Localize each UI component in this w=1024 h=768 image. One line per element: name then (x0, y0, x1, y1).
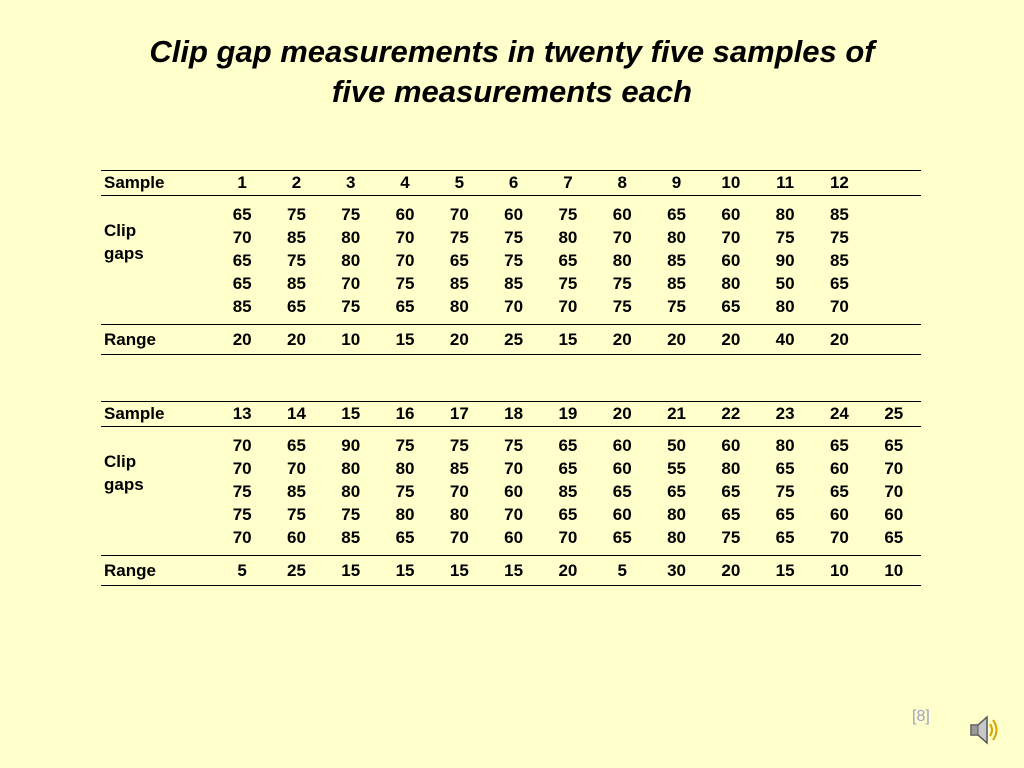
clip-gap-value: 70 (232, 459, 252, 478)
clip-gap-value: 70 (884, 459, 904, 478)
clip-gap-value: 80 (612, 251, 632, 270)
sample-number: 2 (269, 171, 323, 196)
clip-gap-value: 75 (829, 228, 849, 247)
clip-gap-value: 75 (667, 297, 686, 316)
slide-title-line-2: five measurements each (331, 74, 693, 109)
clip-gap-column (812, 196, 866, 325)
sample-number: 22 (704, 402, 758, 427)
clip-gaps-row (101, 196, 921, 325)
clip-gap-value: 65 (829, 436, 849, 455)
clip-gap-column (867, 196, 921, 325)
range-value: 15 (432, 556, 486, 586)
clip-gap-value: 65 (558, 436, 578, 455)
range-value: 20 (704, 556, 758, 586)
clip-gap-value: 75 (721, 528, 741, 547)
clip-gap-value: 75 (395, 436, 415, 455)
clip-gap-column (867, 427, 921, 556)
clip-gap-value: 60 (504, 482, 524, 501)
clip-gap-value: 70 (395, 251, 415, 270)
clip-gap-value: 65 (232, 251, 252, 270)
clip-gap-value: 75 (286, 205, 306, 224)
clip-gap-value: 80 (341, 228, 361, 247)
range-value: 15 (486, 556, 540, 586)
clip-gap-column (269, 427, 323, 556)
clip-gap-column (324, 427, 378, 556)
clip-gap-value: 80 (341, 251, 361, 270)
clip-gap-value: 75 (775, 482, 795, 501)
range-value: 15 (324, 556, 378, 586)
clip-gap-value: 85 (286, 228, 306, 247)
clip-gap-column (486, 427, 540, 556)
clip-gap-column (432, 196, 486, 325)
clip-gap-value: 70 (558, 528, 578, 547)
clip-gap-value: 60 (612, 505, 632, 524)
clip-gap-value: 85 (286, 274, 306, 293)
clip-gaps-row (101, 427, 921, 556)
clip-gap-value: 75 (504, 228, 524, 247)
clip-gap-value: 65 (449, 251, 469, 270)
sample-number: 8 (595, 171, 649, 196)
clip-gap-value: 60 (612, 459, 632, 478)
clip-gap-value: 60 (884, 505, 904, 524)
clip-gap-value: 55 (667, 459, 686, 478)
clip-gap-value: 85 (504, 274, 524, 293)
clip-gap-value: 80 (667, 505, 686, 524)
clip-gap-value: 60 (504, 205, 524, 224)
sample-number: 4 (378, 171, 432, 196)
clip-gap-value: 75 (341, 505, 361, 524)
clip-gap-value: 75 (341, 205, 361, 224)
clip-gap-value: 75 (449, 228, 469, 247)
clip-gap-value: 70 (829, 297, 849, 316)
clip-gaps-label-line-2: gaps (104, 244, 144, 263)
clip-gap-column (758, 196, 812, 325)
clip-gap-column (595, 427, 649, 556)
range-label: Range (101, 556, 215, 586)
clip-gap-value: 70 (504, 297, 524, 316)
clip-gap-column (649, 427, 703, 556)
clip-gap-value: 85 (558, 482, 578, 501)
clip-gap-value: 65 (721, 482, 741, 501)
clip-gap-value: 75 (612, 297, 632, 316)
sample-number (867, 171, 921, 196)
clip-gaps-label (101, 427, 215, 556)
clip-gap-value: 80 (558, 228, 578, 247)
range-value: 40 (758, 325, 812, 355)
sample-number: 11 (758, 171, 812, 196)
clip-gap-value: 85 (449, 274, 469, 293)
clip-gap-value: 70 (286, 459, 306, 478)
clip-gap-value: 65 (558, 505, 578, 524)
clip-gap-value: 60 (612, 205, 632, 224)
clip-gap-value: 85 (232, 297, 252, 316)
range-value: 15 (758, 556, 812, 586)
clip-gap-value: 70 (232, 436, 252, 455)
range-value: 30 (649, 556, 703, 586)
clip-gap-value: 75 (395, 482, 415, 501)
clip-gap-value: 85 (667, 274, 686, 293)
clip-gap-column (215, 196, 269, 325)
range-row (101, 325, 921, 355)
clip-gap-value: 65 (775, 528, 795, 547)
clip-gap-column (704, 427, 758, 556)
sample-number: 16 (378, 402, 432, 427)
clip-gap-value: 65 (558, 459, 578, 478)
sample-label: Sample (101, 171, 215, 196)
clip-gap-value: 85 (449, 459, 469, 478)
clip-gap-value: 70 (504, 505, 524, 524)
clip-gap-value: 80 (341, 482, 361, 501)
clip-gap-value: 85 (667, 251, 686, 270)
clip-gap-value (867, 203, 921, 226)
clip-gap-value: 65 (721, 297, 741, 316)
clip-gap-value: 80 (775, 297, 795, 316)
range-row (101, 556, 921, 586)
range-value: 20 (649, 325, 703, 355)
clip-gap-value: 75 (232, 482, 252, 501)
clip-gap-column (215, 427, 269, 556)
clip-gap-value: 75 (286, 251, 306, 270)
clip-gap-column (269, 196, 323, 325)
clip-gap-value: 60 (721, 251, 741, 270)
clip-gap-value: 75 (558, 205, 578, 224)
clip-gap-value: 65 (775, 459, 795, 478)
clip-gap-value: 65 (884, 436, 904, 455)
clip-gap-value: 70 (232, 228, 252, 247)
slide-title (0, 32, 1024, 112)
clip-gap-value: 60 (504, 528, 524, 547)
clip-gap-value: 75 (232, 505, 252, 524)
sample-number: 19 (541, 402, 595, 427)
clip-gap-value: 80 (667, 528, 686, 547)
clip-gap-value: 65 (667, 205, 686, 224)
clip-gaps-label-line-1: Clip (104, 452, 137, 471)
clip-gap-column (432, 427, 486, 556)
clip-gap-column (378, 196, 432, 325)
clip-gap-value: 65 (286, 297, 306, 316)
clip-gap-column (541, 427, 595, 556)
clip-gap-value: 65 (612, 482, 632, 501)
sample-number: 24 (812, 402, 866, 427)
clip-gap-value: 80 (721, 274, 741, 293)
clip-gap-value (867, 295, 921, 318)
sample-number: 18 (486, 402, 540, 427)
clip-gap-column (649, 196, 703, 325)
sample-number: 5 (432, 171, 486, 196)
range-value: 20 (812, 325, 866, 355)
clip-gap-value: 70 (829, 528, 849, 547)
range-value: 20 (269, 325, 323, 355)
speaker-icon-graphic (967, 713, 1001, 747)
clip-gaps-label-line-1: Clip (104, 221, 137, 240)
sample-row (101, 171, 921, 196)
clip-gap-value: 60 (395, 205, 415, 224)
clip-gap-value: 60 (721, 205, 741, 224)
clip-gap-value: 60 (829, 459, 849, 478)
clip-gap-value: 65 (286, 436, 306, 455)
clip-gap-value: 75 (449, 436, 469, 455)
clip-gap-value (867, 249, 921, 272)
clip-gap-column (324, 196, 378, 325)
clip-gap-value: 70 (341, 274, 361, 293)
page-number: [8] (912, 708, 930, 725)
clip-gap-value (867, 272, 921, 295)
clip-gap-value: 75 (341, 297, 361, 316)
clip-gap-value: 75 (558, 274, 578, 293)
clip-gap-value: 60 (721, 436, 741, 455)
clip-gap-value: 65 (829, 274, 849, 293)
clip-gap-column (704, 196, 758, 325)
clip-gap-value: 65 (232, 274, 252, 293)
clip-gap-column (541, 196, 595, 325)
clip-gap-column (758, 427, 812, 556)
measurements-table-2 (101, 401, 921, 586)
clip-gap-value (867, 226, 921, 249)
sample-label: Sample (101, 402, 215, 427)
clip-gap-value: 60 (829, 505, 849, 524)
sample-number: 20 (595, 402, 649, 427)
clip-gap-value: 50 (775, 274, 795, 293)
sample-number: 3 (324, 171, 378, 196)
clip-gap-value: 75 (286, 505, 306, 524)
clip-gap-value: 60 (612, 436, 632, 455)
slide-title-line-1: Clip gap measurements in twenty five samples of (149, 34, 875, 69)
sample-number: 12 (812, 171, 866, 196)
clip-gap-value: 65 (775, 505, 795, 524)
clip-gap-column (378, 427, 432, 556)
clip-gap-column (812, 427, 866, 556)
clip-gap-value: 80 (395, 505, 415, 524)
clip-gap-value: 50 (667, 436, 686, 455)
sample-number: 21 (649, 402, 703, 427)
clip-gap-value: 75 (395, 274, 415, 293)
sample-number: 23 (758, 402, 812, 427)
clip-gap-value: 65 (395, 297, 415, 316)
clip-gap-value: 80 (775, 436, 795, 455)
range-value: 20 (704, 325, 758, 355)
range-value: 25 (486, 325, 540, 355)
range-value: 20 (215, 325, 269, 355)
clip-gap-value: 75 (504, 251, 524, 270)
clip-gap-value: 70 (558, 297, 578, 316)
clip-gaps-label (101, 196, 215, 325)
clip-gap-value: 70 (232, 528, 252, 547)
clip-gap-value: 80 (667, 228, 686, 247)
sample-row (101, 402, 921, 427)
range-value: 20 (432, 325, 486, 355)
clip-gap-value: 80 (721, 459, 741, 478)
range-value: 15 (541, 325, 595, 355)
clip-gap-value: 70 (884, 482, 904, 501)
clip-gap-value: 80 (775, 205, 795, 224)
clip-gap-value: 80 (449, 505, 469, 524)
clip-gap-column (486, 196, 540, 325)
clip-gaps-label-line-2: gaps (104, 475, 144, 494)
clip-gap-value: 70 (449, 528, 469, 547)
clip-gap-value: 65 (884, 528, 904, 547)
measurements-table-1 (101, 170, 921, 355)
sample-number: 25 (867, 402, 921, 427)
clip-gap-value: 85 (286, 482, 306, 501)
clip-gap-value: 75 (775, 228, 795, 247)
speaker-icon[interactable] (967, 713, 1001, 747)
sample-number: 17 (432, 402, 486, 427)
sample-number: 7 (541, 171, 595, 196)
sample-number: 9 (649, 171, 703, 196)
range-value: 5 (595, 556, 649, 586)
range-label: Range (101, 325, 215, 355)
clip-gap-value: 65 (558, 251, 578, 270)
range-value: 20 (541, 556, 595, 586)
clip-gap-value: 85 (829, 251, 849, 270)
range-value: 10 (324, 325, 378, 355)
clip-gap-value: 85 (829, 205, 849, 224)
range-value: 10 (812, 556, 866, 586)
range-value: 15 (378, 325, 432, 355)
clip-gap-value: 70 (612, 228, 632, 247)
clip-gap-value: 90 (341, 436, 361, 455)
sample-number: 6 (486, 171, 540, 196)
clip-gap-value: 70 (449, 482, 469, 501)
clip-gap-value: 80 (395, 459, 415, 478)
clip-gap-value: 60 (286, 528, 306, 547)
clip-gap-value: 70 (721, 228, 741, 247)
sample-number: 13 (215, 402, 269, 427)
clip-gap-value: 75 (504, 436, 524, 455)
clip-gap-value: 65 (612, 528, 632, 547)
clip-gap-value: 80 (449, 297, 469, 316)
sample-number: 15 (324, 402, 378, 427)
sample-number: 14 (269, 402, 323, 427)
range-value: 25 (269, 556, 323, 586)
range-value: 20 (595, 325, 649, 355)
range-value: 10 (867, 556, 921, 586)
clip-gap-value: 65 (667, 482, 686, 501)
clip-gap-value: 65 (395, 528, 415, 547)
sample-number: 10 (704, 171, 758, 196)
clip-gap-value: 80 (341, 459, 361, 478)
range-value: 15 (378, 556, 432, 586)
clip-gap-value: 70 (449, 205, 469, 224)
clip-gap-value: 70 (504, 459, 524, 478)
clip-gap-value: 65 (829, 482, 849, 501)
sample-number: 1 (215, 171, 269, 196)
clip-gap-value: 65 (721, 505, 741, 524)
range-value (867, 325, 921, 355)
clip-gap-value: 90 (775, 251, 795, 270)
clip-gap-value: 65 (232, 205, 252, 224)
clip-gap-value: 85 (341, 528, 361, 547)
range-value: 5 (215, 556, 269, 586)
clip-gap-value: 75 (612, 274, 632, 293)
clip-gap-value: 70 (395, 228, 415, 247)
clip-gap-column (595, 196, 649, 325)
